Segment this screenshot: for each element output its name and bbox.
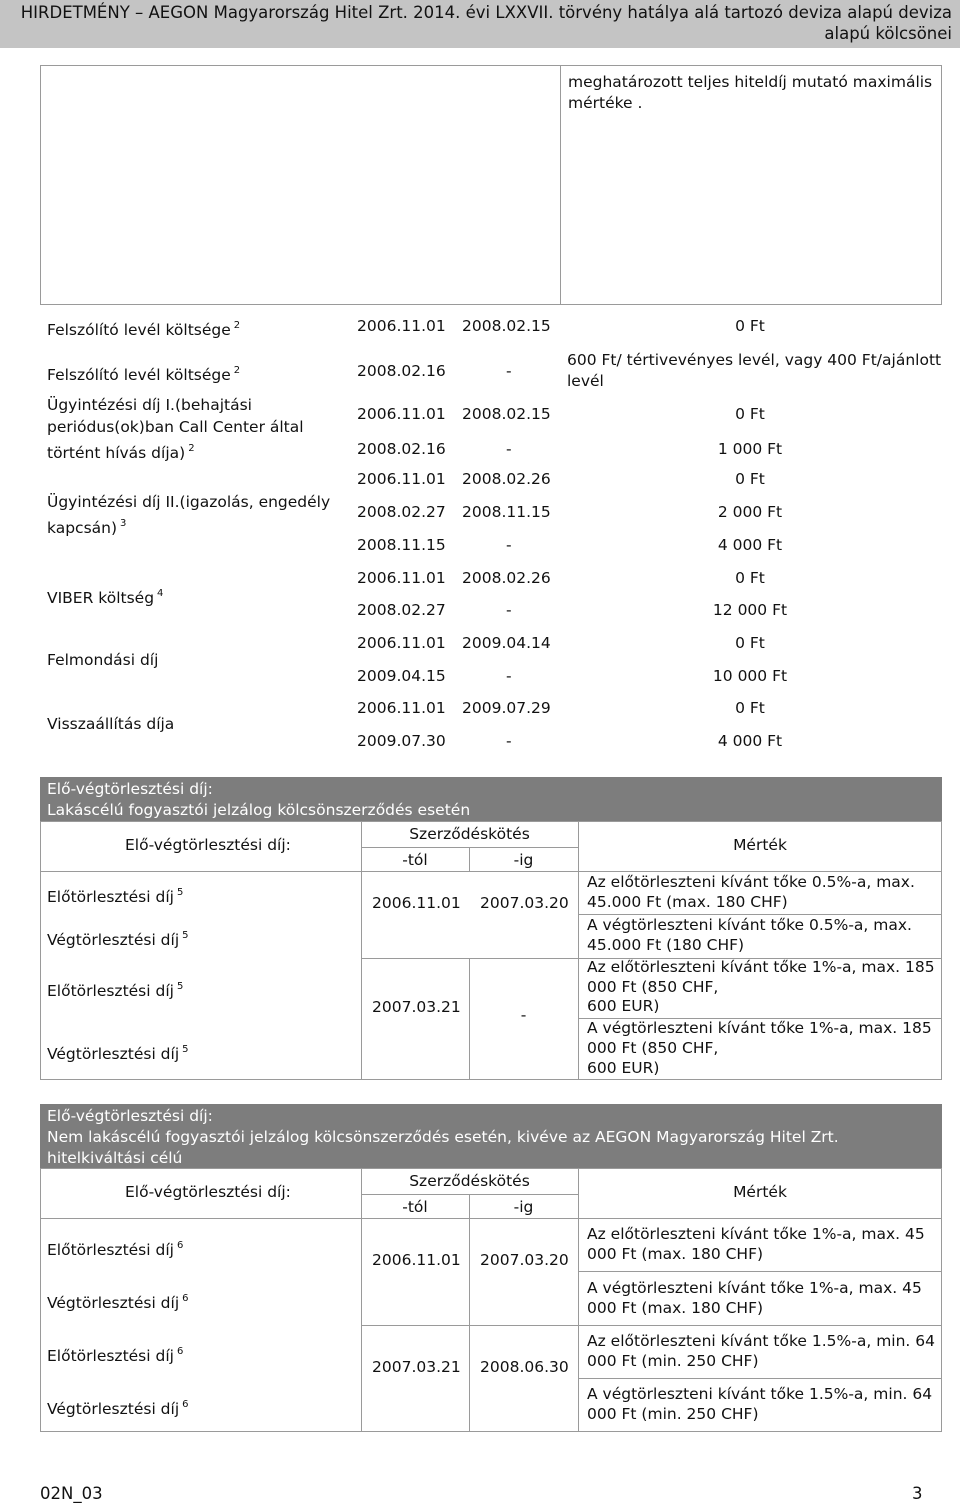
date-to: 2009.07.29	[462, 699, 551, 717]
measure-text: A végtörleszteni kívánt tőke 1.5%-a, min. 64	[587, 1385, 933, 1403]
date-from: 2006.11.01	[357, 317, 446, 335]
fee-amount: 4 000 Ft	[717, 536, 783, 554]
fee-amount: 12 000 Ft	[712, 601, 788, 619]
date-to: 2009.04.14	[462, 634, 551, 652]
felmondasi-label: Felmondási díj	[47, 651, 159, 669]
top-note-line2: mértéke .	[568, 94, 643, 112]
col-header-to: -ig	[513, 1198, 534, 1216]
date-to: 2008.02.26	[462, 470, 551, 488]
col-header-measure: Mérték	[733, 836, 787, 854]
fee-type-label: Végtörlesztési díj $^6$	[47, 1293, 189, 1312]
date-to: -	[506, 362, 512, 380]
period-from: 2006.11.01	[372, 894, 461, 912]
fee-amount: 0 Ft	[735, 317, 765, 335]
measure-text: 45.000 Ft (max. 180 CHF)	[587, 893, 788, 911]
fee-amount: 4 000 Ft	[717, 732, 783, 750]
fee-type-label: Előtörlesztési díj $^5$	[47, 981, 184, 1000]
fee-amount: 10 000 Ft	[712, 667, 788, 685]
date-from: 2008.02.27	[357, 503, 446, 521]
measure-text: 000 Ft (max. 180 CHF)	[587, 1299, 764, 1317]
measure-text: 000 Ft (min. 250 CHF)	[587, 1405, 759, 1423]
felszolito-label-2: Felszólító levél költsége $^2$	[47, 365, 241, 384]
date-to: 2008.02.26	[462, 569, 551, 587]
ugyintezes1-label-line2: periódus(ok)ban Call Center által	[47, 418, 304, 436]
page-number: 3	[912, 1484, 923, 1503]
col-header-from: -tól	[402, 851, 428, 869]
date-to: -	[506, 440, 512, 458]
top-note-line1: meghatározott teljes hiteldíj mutató maximális	[568, 73, 933, 91]
measure-text: 000 Ft (min. 250 CHF)	[587, 1352, 759, 1370]
fee-type-label: Végtörlesztési díj $^5$	[47, 930, 189, 949]
date-from: 2006.11.01	[357, 405, 446, 423]
measure-text: 600 EUR)	[587, 997, 660, 1015]
col-header-contract: Szerződéskötés	[409, 1172, 530, 1190]
measure-text: 000 Ft (850 CHF,	[587, 1039, 719, 1057]
measure-text: Az előtörleszteni kívánt tőke 1.5%-a, min. 64	[587, 1332, 936, 1350]
period-from: 2007.03.21	[372, 1358, 461, 1376]
fee-type-label: Előtörlesztési díj $^5$	[47, 887, 184, 906]
measure-text: A végtörleszteni kívánt tőke 1%-a, max. 45	[587, 1279, 922, 1297]
period-to: -	[520, 1006, 527, 1024]
ugyintezes2-label-line1: Ügyintézési díj II.(igazolás, engedély	[47, 493, 331, 511]
fee-amount: 0 Ft	[735, 569, 765, 587]
fee-type-label: Előtörlesztési díj $^6$	[47, 1240, 184, 1259]
felszolito-label-1: Felszólító levél költsége $^2$	[47, 320, 241, 339]
section-heading: Elő-végtörlesztési díj: Lakáscélú fogyasztói jelzálog kölcsönszerződés esetén	[40, 777, 942, 821]
date-to: -	[506, 536, 512, 554]
fee-amount-line1: 600 Ft/ tértivevényes levél, vagy 400 Ft/ajánlott	[567, 351, 942, 369]
date-to: -	[506, 601, 512, 619]
date-from: 2006.11.01	[357, 634, 446, 652]
period-from: 2007.03.21	[372, 998, 461, 1016]
page-header	[0, 0, 960, 48]
date-from: 2006.11.01	[357, 569, 446, 587]
fee-amount: 0 Ft	[735, 634, 765, 652]
ugyintezes2-label-line2: kapcsán) $^3$	[47, 518, 127, 537]
fee-type-label: Végtörlesztési díj $^6$	[47, 1399, 189, 1418]
date-to: -	[506, 667, 512, 685]
date-from: 2009.04.15	[357, 667, 446, 685]
date-to: 2008.11.15	[462, 503, 551, 521]
date-from: 2009.07.30	[357, 732, 446, 750]
date-to: 2008.02.15	[462, 405, 551, 423]
date-from: 2008.02.16	[357, 440, 446, 458]
date-from: 2008.02.16	[357, 362, 446, 380]
period-to: 2007.03.20	[480, 1251, 569, 1269]
col-header-fee: Elő-végtörlesztési díj:	[125, 1183, 291, 1201]
fee-amount: 1 000 Ft	[717, 440, 783, 458]
col-header-fee: Elő-végtörlesztési díj:	[125, 836, 291, 854]
col-header-from: -tól	[402, 1198, 428, 1216]
fee-amount: 0 Ft	[735, 470, 765, 488]
measure-text: 000 Ft (max. 180 CHF)	[587, 1245, 764, 1263]
footer-code: 02N_03	[40, 1484, 103, 1503]
measure-text: Az előtörleszteni kívánt tőke 0.5%-a, max.	[587, 873, 915, 891]
fee-amount: 0 Ft	[735, 405, 765, 423]
date-from: 2006.11.01	[357, 699, 446, 717]
measure-text: 45.000 Ft (180 CHF)	[587, 936, 745, 954]
header-title-line1: HIRDETMÉNY – AEGON Magyarország Hitel Zrt. 2014. évi LXXVII. törvény hatálya alá tartozó deviza alapú deviza	[20, 3, 952, 22]
col-header-measure: Mérték	[733, 1183, 787, 1201]
fee-amount: 0 Ft	[735, 699, 765, 717]
measure-text: Az előtörleszteni kívánt tőke 1%-a, max. 45	[587, 1225, 925, 1243]
fee-type-label: Előtörlesztési díj $^6$	[47, 1346, 184, 1365]
period-to: 2007.03.20	[480, 894, 569, 912]
measure-text: 600 EUR)	[587, 1059, 660, 1077]
measure-text: Az előtörleszteni kívánt tőke 1%-a, max. 185	[587, 958, 935, 976]
date-from: 2008.02.27	[357, 601, 446, 619]
viber-label: VIBER költség $^4$	[47, 588, 164, 607]
ugyintezes1-label-line3: történt hívás díja) $^2$	[47, 443, 195, 462]
visszaallitas-label: Visszaállítás díja	[47, 715, 175, 733]
date-from: 2008.11.15	[357, 536, 446, 554]
col-header-contract: Szerződéskötés	[409, 825, 530, 843]
fee-amount-line2: levél	[567, 372, 604, 390]
fee-amount: 2 000 Ft	[717, 503, 783, 521]
ugyintezes1-label-line1: Ügyintézési díj I.(behajtási	[47, 396, 252, 414]
date-to: -	[506, 732, 512, 750]
measure-text: A végtörleszteni kívánt tőke 1%-a, max. 185	[587, 1019, 932, 1037]
fee-type-label: Végtörlesztési díj $^5$	[47, 1044, 189, 1063]
measure-text: A végtörleszteni kívánt tőke 0.5%-a, max.	[587, 916, 912, 934]
header-title-line2: alapú kölcsönei	[824, 24, 952, 43]
col-header-to: -ig	[513, 851, 534, 869]
period-from: 2006.11.01	[372, 1251, 461, 1269]
date-to: 2008.02.15	[462, 317, 551, 335]
measure-text: 000 Ft (850 CHF,	[587, 978, 719, 996]
period-to: 2008.06.30	[480, 1358, 569, 1376]
date-from: 2006.11.01	[357, 470, 446, 488]
section-heading: Elő-végtörlesztési díj: Nem lakáscélú fogyasztói jelzálog kölcsönszerződés esetén, kivéve az AEGON Magyarország Hitel Zrt. hitelkiváltási célú kölcsöne	[40, 1104, 942, 1168]
